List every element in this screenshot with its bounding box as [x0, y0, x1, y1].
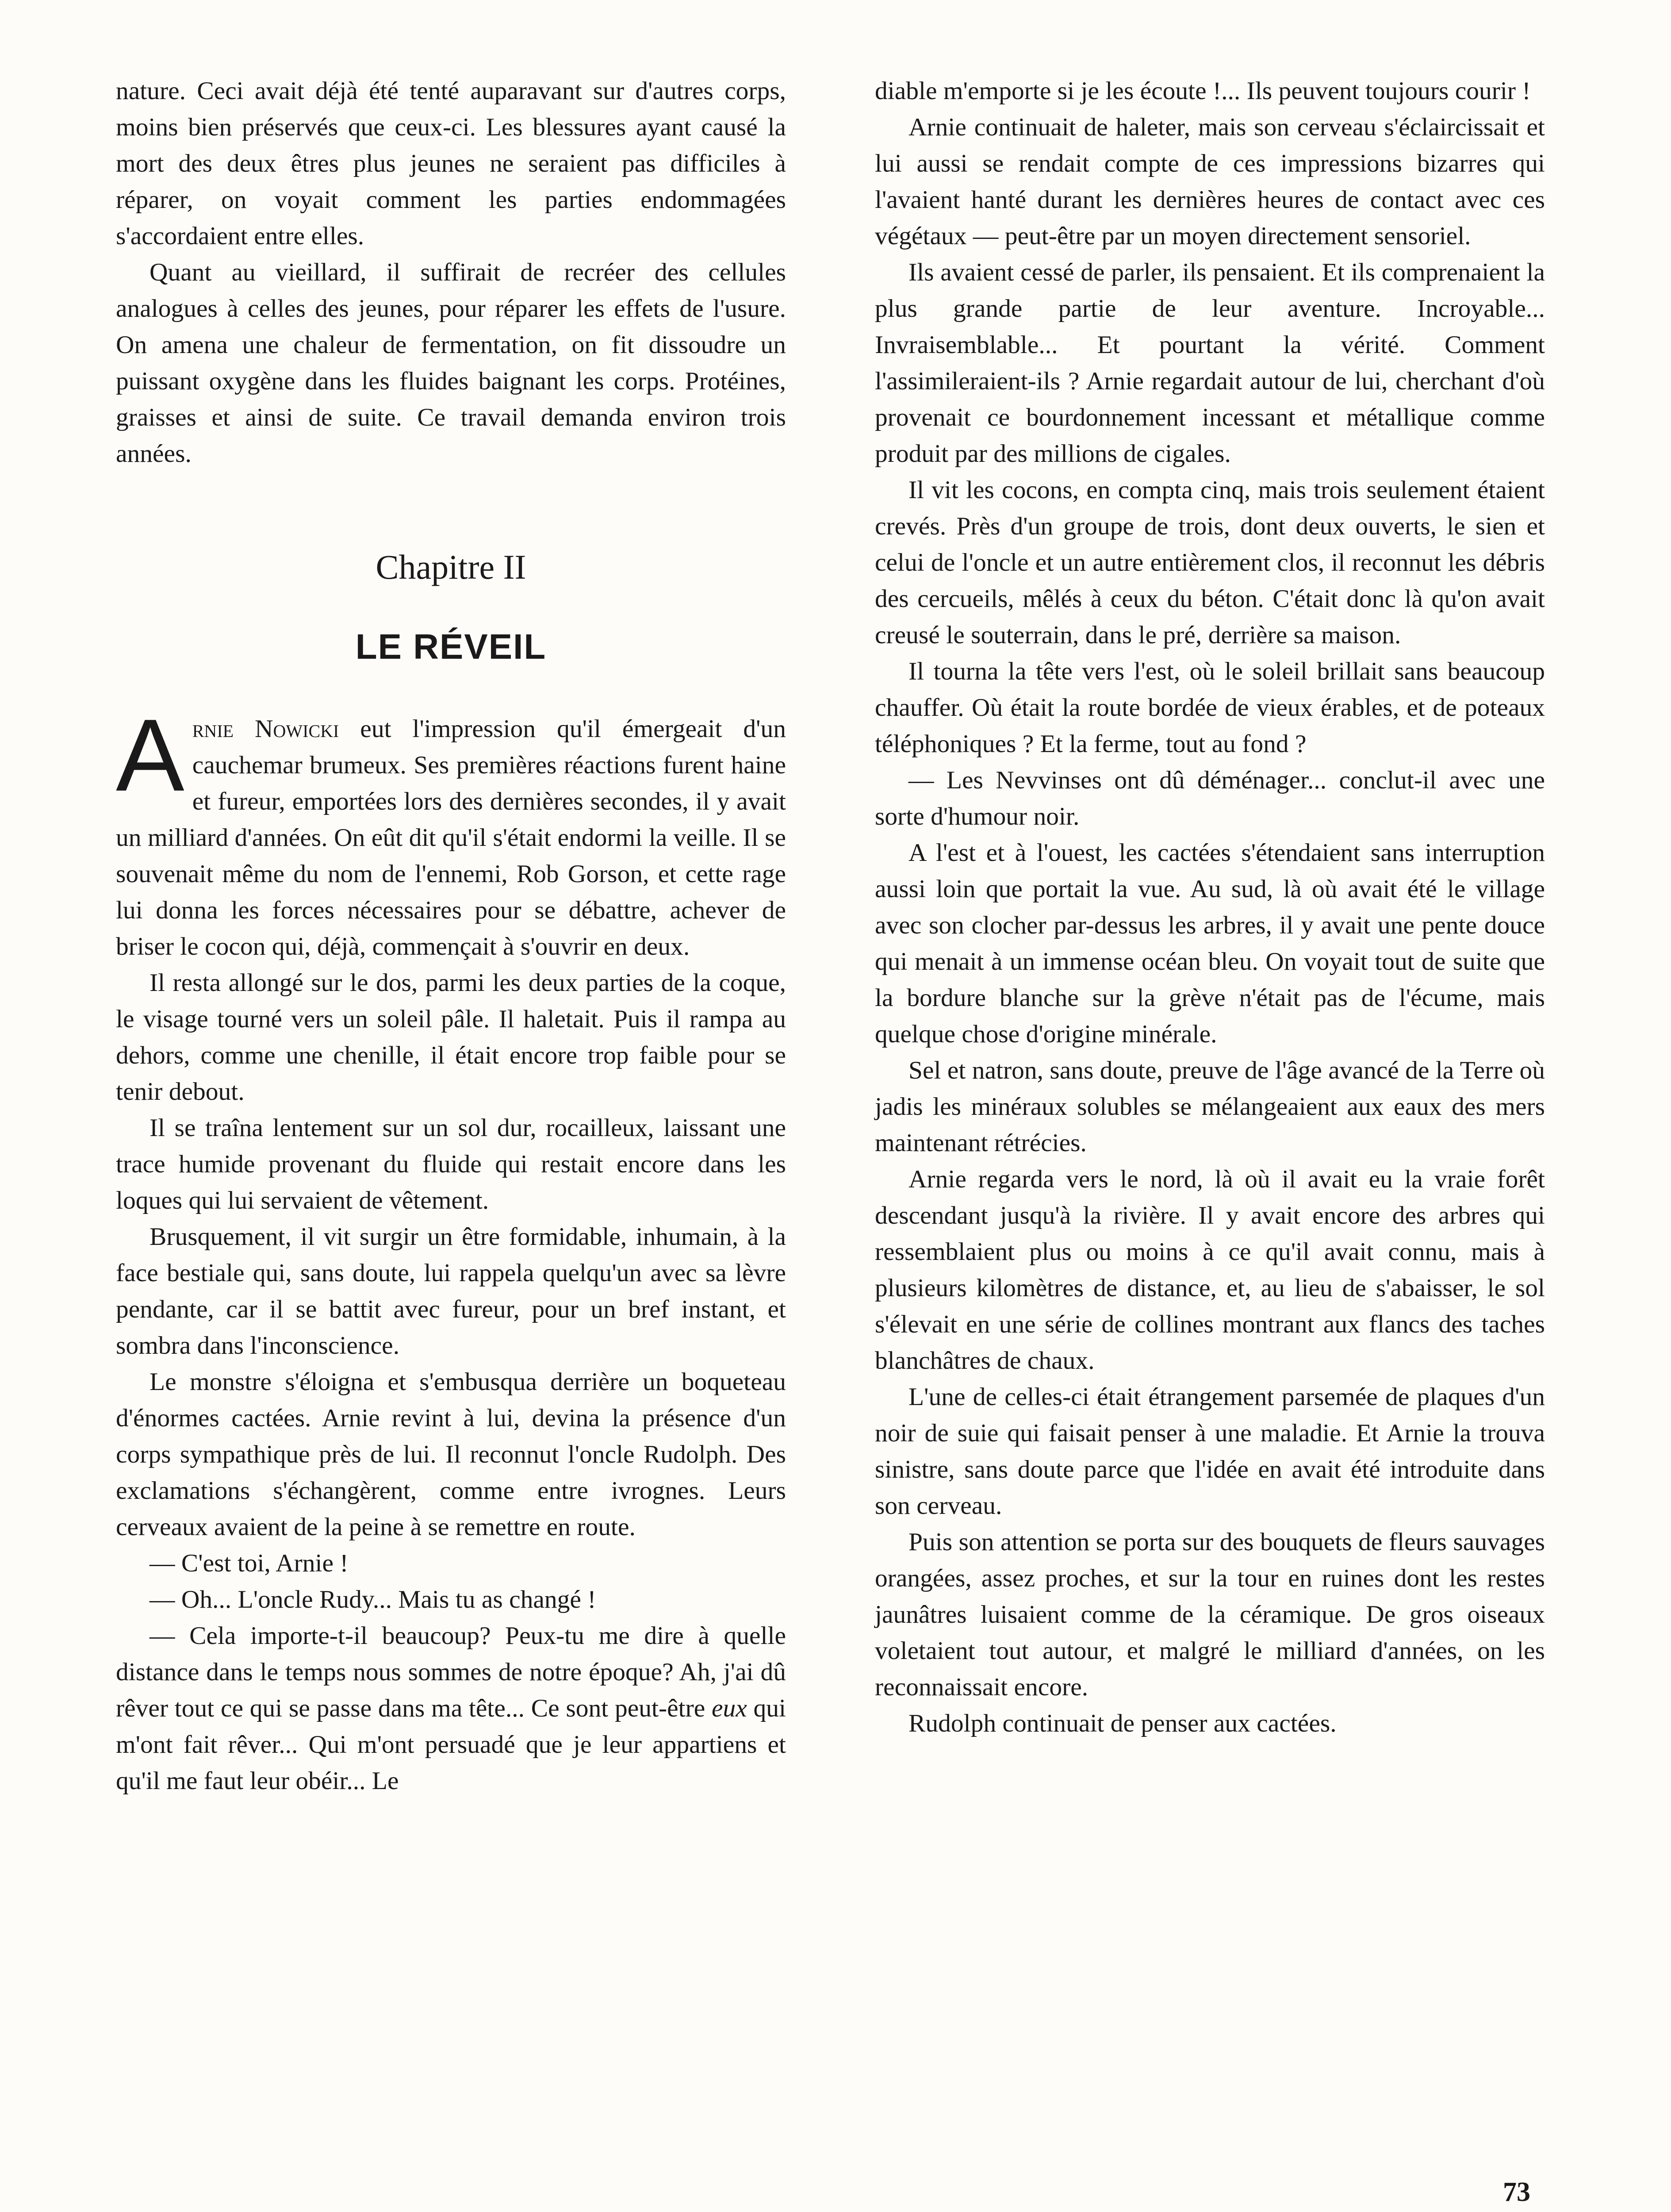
character-name: rnie Nowicki — [192, 715, 339, 743]
paragraph: Il tourna la tête vers l'est, où le soleil brillait sans beaucoup chauffer. Où était la route bordée de vieux érables, et de poteaux téléphoniques ? Et la ferme, tout au fond ? — [875, 657, 1545, 758]
paragraph: Ils avaient cessé de parler, ils pensaient. Et ils comprenaient la plus grande partie de leur aventure. Incroyable... Invraisemblable... Et pourtant la vérité. Comment l'assimileraient-ils ? Arnie regardait autour de lui, cherchant d'où provenait ce bourdonnement incessant et métallique comme produit par des millions de cigales. — [875, 258, 1545, 468]
paragraph: Brusquement, il vit surgir un être formidable, inhumain, à la face bestiale qui, sans doute, lui rappela quelqu'un avec sa lèvre pendante, car il se battit avec fureur, pour un bref instant, et sombra dans l'inconscience. — [116, 1223, 786, 1359]
dialogue-text: — Cela importe-t-il beaucoup? Peux-tu me dire à quelle distance dans le temps nous sommes de notre époque? Ah, j'ai dû rêver tout ce qui se passe dans ma tête... Ce sont peut-être — [116, 1622, 786, 1722]
dialogue-text: qui m'ont fait rêver... Qui m'ont persuadé que je leur appartiens et qu'il me faut leur obéir... Le — [116, 1694, 786, 1795]
dialogue-line: — C'est toi, Arnie ! — [149, 1549, 349, 1577]
page-number: 73 — [1503, 2177, 1530, 2207]
paragraph: Arnie continuait de haleter, mais son cerveau s'éclaircissait et lui aussi se rendait compte de ces impressions bizarres qui l'avaient hanté durant les dernières heures de contact avec ces végétaux — peut-être par un moyen directement sensoriel. — [875, 113, 1545, 250]
paragraph: nature. Ceci avait déjà été tenté auparavant sur d'autres corps, moins bien préservés que ceux-ci. Les blessures ayant causé la mort des deux êtres plus jeunes ne seraient pas difficiles à réparer, on voyait comment les parties endommagées s'accordaient entre elles. — [116, 77, 786, 250]
paragraph: Quant au vieillard, il suffirait de recréer des cellules analogues à celles des jeunes, pour réparer les effets de l'usure. On amena une chaleur de fermentation, on fit dissoudre un puissant oxygène dans les fluides baignant les corps. Protéines, graisses et ainsi de suite. Ce travail demanda environ trois années. — [116, 258, 786, 468]
paragraph: Puis son attention se porta sur des bouquets de fleurs sauvages orangées, assez proches, et sur la tour en ruines dont les restes jaunâtres luisaient comme de la céramique. De gros oiseaux voletaient tout autour, et malgré le milliard d'années, on les reconnaissait encore. — [875, 1528, 1545, 1701]
dialogue-line: — Oh... L'oncle Rudy... Mais tu as changé ! — [149, 1586, 596, 1613]
emphasis-text: eux — [711, 1694, 747, 1722]
paragraph-text: eut l'impression qu'il émergeait d'un cauchemar brumeux. Ses premières réactions furent haine et fureur, emportées lors des dernières secondes, il y avait un milliard d'années. On eût dit qu'il s'était endormi la veille. Il se souvenait même du nom de l'ennemi, Rob Gorson, et cette rage lui donna les forces nécessaires pour se débattre, achever de briser le cocon qui, déjà, commençait à s'ouvrir en deux. — [116, 715, 786, 960]
paragraph: Il vit les cocons, en compta cinq, mais trois seulement étaient crevés. Près d'un groupe de trois, dont deux ouverts, le sien et celui de l'oncle et un autre entièrement clos, il reconnut les débris des cercueils, mêlés à ceux du béton. C'était donc là qu'on avait creusé le souterrain, dans le pré, derrière sa maison. — [875, 476, 1545, 649]
paragraph: Sel et natron, sans doute, preuve de l'âge avancé de la Terre où jadis les minéraux solubles se mélangeaient aux eaux des mers maintenant rétrécies. — [875, 1056, 1545, 1157]
dialogue-line: — Les Nevvinses ont dû déménager... conclut-il avec une sorte d'humour noir. — [875, 766, 1545, 830]
paragraph: Rudolph continuait de penser aux cactées. — [908, 1709, 1337, 1737]
chapter-label: Chapitre II — [376, 548, 526, 586]
dialogue-line — [116, 1618, 786, 1799]
paragraph: Il resta allongé sur le dos, parmi les deux parties de la coque, le visage tourné vers un soleil pâle. Il haletait. Puis il rampa au dehors, comme une chenille, il était encore trop faible pour se tenir debout. — [116, 969, 786, 1106]
paragraph: A l'est et à l'ouest, les cactées s'étendaient sans interruption aussi loin que portait la vue. Au sud, là où avait été le village avec son clocher par-dessus les arbres, il y avait une pente douce qui menait à un immense océan bleu. On voyait tout de suite que la bordure blanche sur la grève n'était pas de l'écume, mais quelque chose d'origine minérale. — [875, 839, 1545, 1048]
paragraph: Le monstre s'éloigna et s'embusqua derrière un boqueteau d'énormes cactées. Arnie revint à lui, devina la présence d'un corps sympathique près de lui. Il reconnut l'oncle Rudolph. Des exclamations s'échangèrent, comme entre ivrognes. Leurs cerveaux avaient de la peine à se remettre en route. — [116, 1368, 786, 1541]
paragraph: Il se traîna lentement sur un sol dur, rocailleux, laissant une trace humide provenant du fluide qui restait encore dans les loques qui lui servaient de vêtement. — [116, 1114, 786, 1214]
right-column — [875, 73, 1545, 1742]
left-column — [116, 73, 786, 1799]
chapter-title: LE RÉVEIL — [355, 627, 547, 666]
paragraph: L'une de celles-ci était étrangement parsemée de plaques d'un noir de suie qui faisait penser à une maladie. Et Arnie la trouva sinistre, sans doute parce que l'idée en avait été introduite dans son cerveau. — [875, 1383, 1545, 1520]
opening-paragraph — [116, 698, 786, 965]
drop-cap: A — [116, 698, 184, 813]
paragraph: Arnie regarda vers le nord, là où il avait eu la vraie forêt descendant jusqu'à la rivière. Il y avait encore des arbres qui ressemblaient plus ou moins à ce qu'il avait connu, mais à plusieurs kilomètres de distance, et, au lieu de s'abaisser, le sol s'élevait en une série de collines montrant aux flancs des taches blanchâtres de chaux. — [875, 1165, 1545, 1375]
paragraph: diable m'emporte si je les écoute !... Ils peuvent toujours courir ! — [875, 77, 1531, 105]
